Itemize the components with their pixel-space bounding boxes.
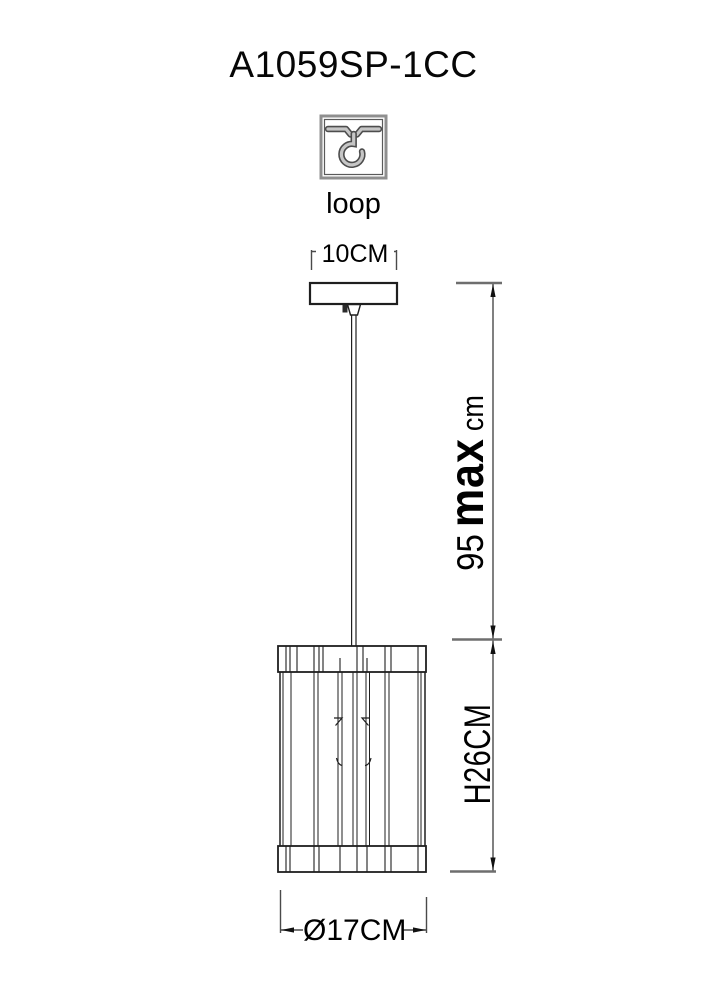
dimension-arrows [281,284,496,933]
canopy-width-dimension: 10CM [316,241,394,267]
cord-grip [348,305,361,316]
mount-type-label: loop [326,188,381,220]
suspension-qualifier: max [440,438,495,528]
canopy [310,283,397,304]
suspension-unit: cm [456,395,490,432]
suspension-value: 95 [449,534,491,571]
shade-height-dimension: H26CM [457,703,499,805]
shade-top-band [278,646,426,672]
suspension-height-dimension [441,395,496,571]
page-title: A1059SP-1CC [229,44,478,85]
shade-bottom-band [278,846,426,872]
shade-diameter-dimension: Ø17CM [303,914,407,947]
cord-grip-clamp [343,305,348,313]
